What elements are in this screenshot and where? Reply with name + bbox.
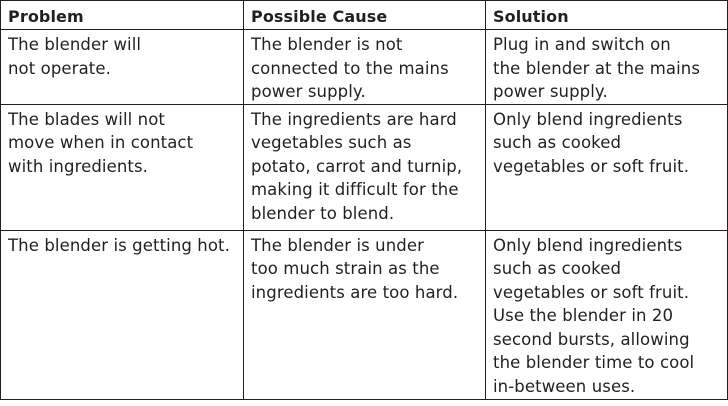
cell-line: with ingredients. xyxy=(8,156,149,176)
cell-line: such as cooked xyxy=(493,133,622,152)
cell-line: The blender will xyxy=(8,35,142,54)
header-solution: Solution xyxy=(486,1,728,30)
solution-cell xyxy=(486,104,728,230)
cell-line: Only blend ingredients xyxy=(493,235,683,255)
cell-line: power supply. xyxy=(493,82,608,101)
problem-cell xyxy=(1,30,244,105)
cell-line: The blender is getting hot. xyxy=(8,235,230,255)
problem-cell xyxy=(1,104,244,230)
cell-line: Use the blender in 20 xyxy=(493,306,674,325)
cell-line: the blender time to cool xyxy=(493,353,695,372)
cause-cell xyxy=(244,30,486,105)
cell-line: The ingredients are hard xyxy=(251,109,457,129)
cell-line: power supply. xyxy=(251,82,366,101)
solution-cell xyxy=(486,30,728,105)
cell-line: in-between uses. xyxy=(493,376,636,396)
cell-line: such as cooked xyxy=(493,259,622,278)
cell-line: vegetables or soft fruit. xyxy=(493,156,690,176)
table-row xyxy=(1,230,728,399)
header-problem: Problem xyxy=(1,1,244,30)
solution-cell xyxy=(486,230,728,399)
cause-cell xyxy=(244,104,486,230)
cell-line: second bursts, allowing xyxy=(493,329,690,349)
cell-line: not operate. xyxy=(8,58,111,78)
cell-line: ingredients are too hard. xyxy=(251,282,459,302)
cell-line: the blender at the mains xyxy=(493,58,701,78)
cell-line: The blades will not xyxy=(8,109,165,129)
cell-line: too much strain as the xyxy=(251,259,440,278)
header-row xyxy=(1,1,728,30)
cell-line: making it difficult for the xyxy=(251,180,459,199)
problem-cell xyxy=(1,230,244,399)
cell-line: The blender is under xyxy=(251,235,425,255)
cell-line: move when in contact xyxy=(8,133,194,152)
cell-line: Plug in and switch on xyxy=(493,35,671,54)
cell-line: Only blend ingredients xyxy=(493,109,683,129)
header-possible-cause: Possible Cause xyxy=(244,1,486,30)
cell-line: vegetables or soft fruit. xyxy=(493,282,690,302)
table-row xyxy=(1,30,728,105)
cell-line: blender to blend. xyxy=(251,203,395,223)
table-row xyxy=(1,104,728,230)
cell-line: The blender is not xyxy=(251,35,403,54)
cell-line: vegetables such as xyxy=(251,133,412,152)
cause-cell xyxy=(244,230,486,399)
cell-line: potato, carrot and turnip, xyxy=(251,156,463,176)
cell-line: connected to the mains xyxy=(251,58,449,78)
